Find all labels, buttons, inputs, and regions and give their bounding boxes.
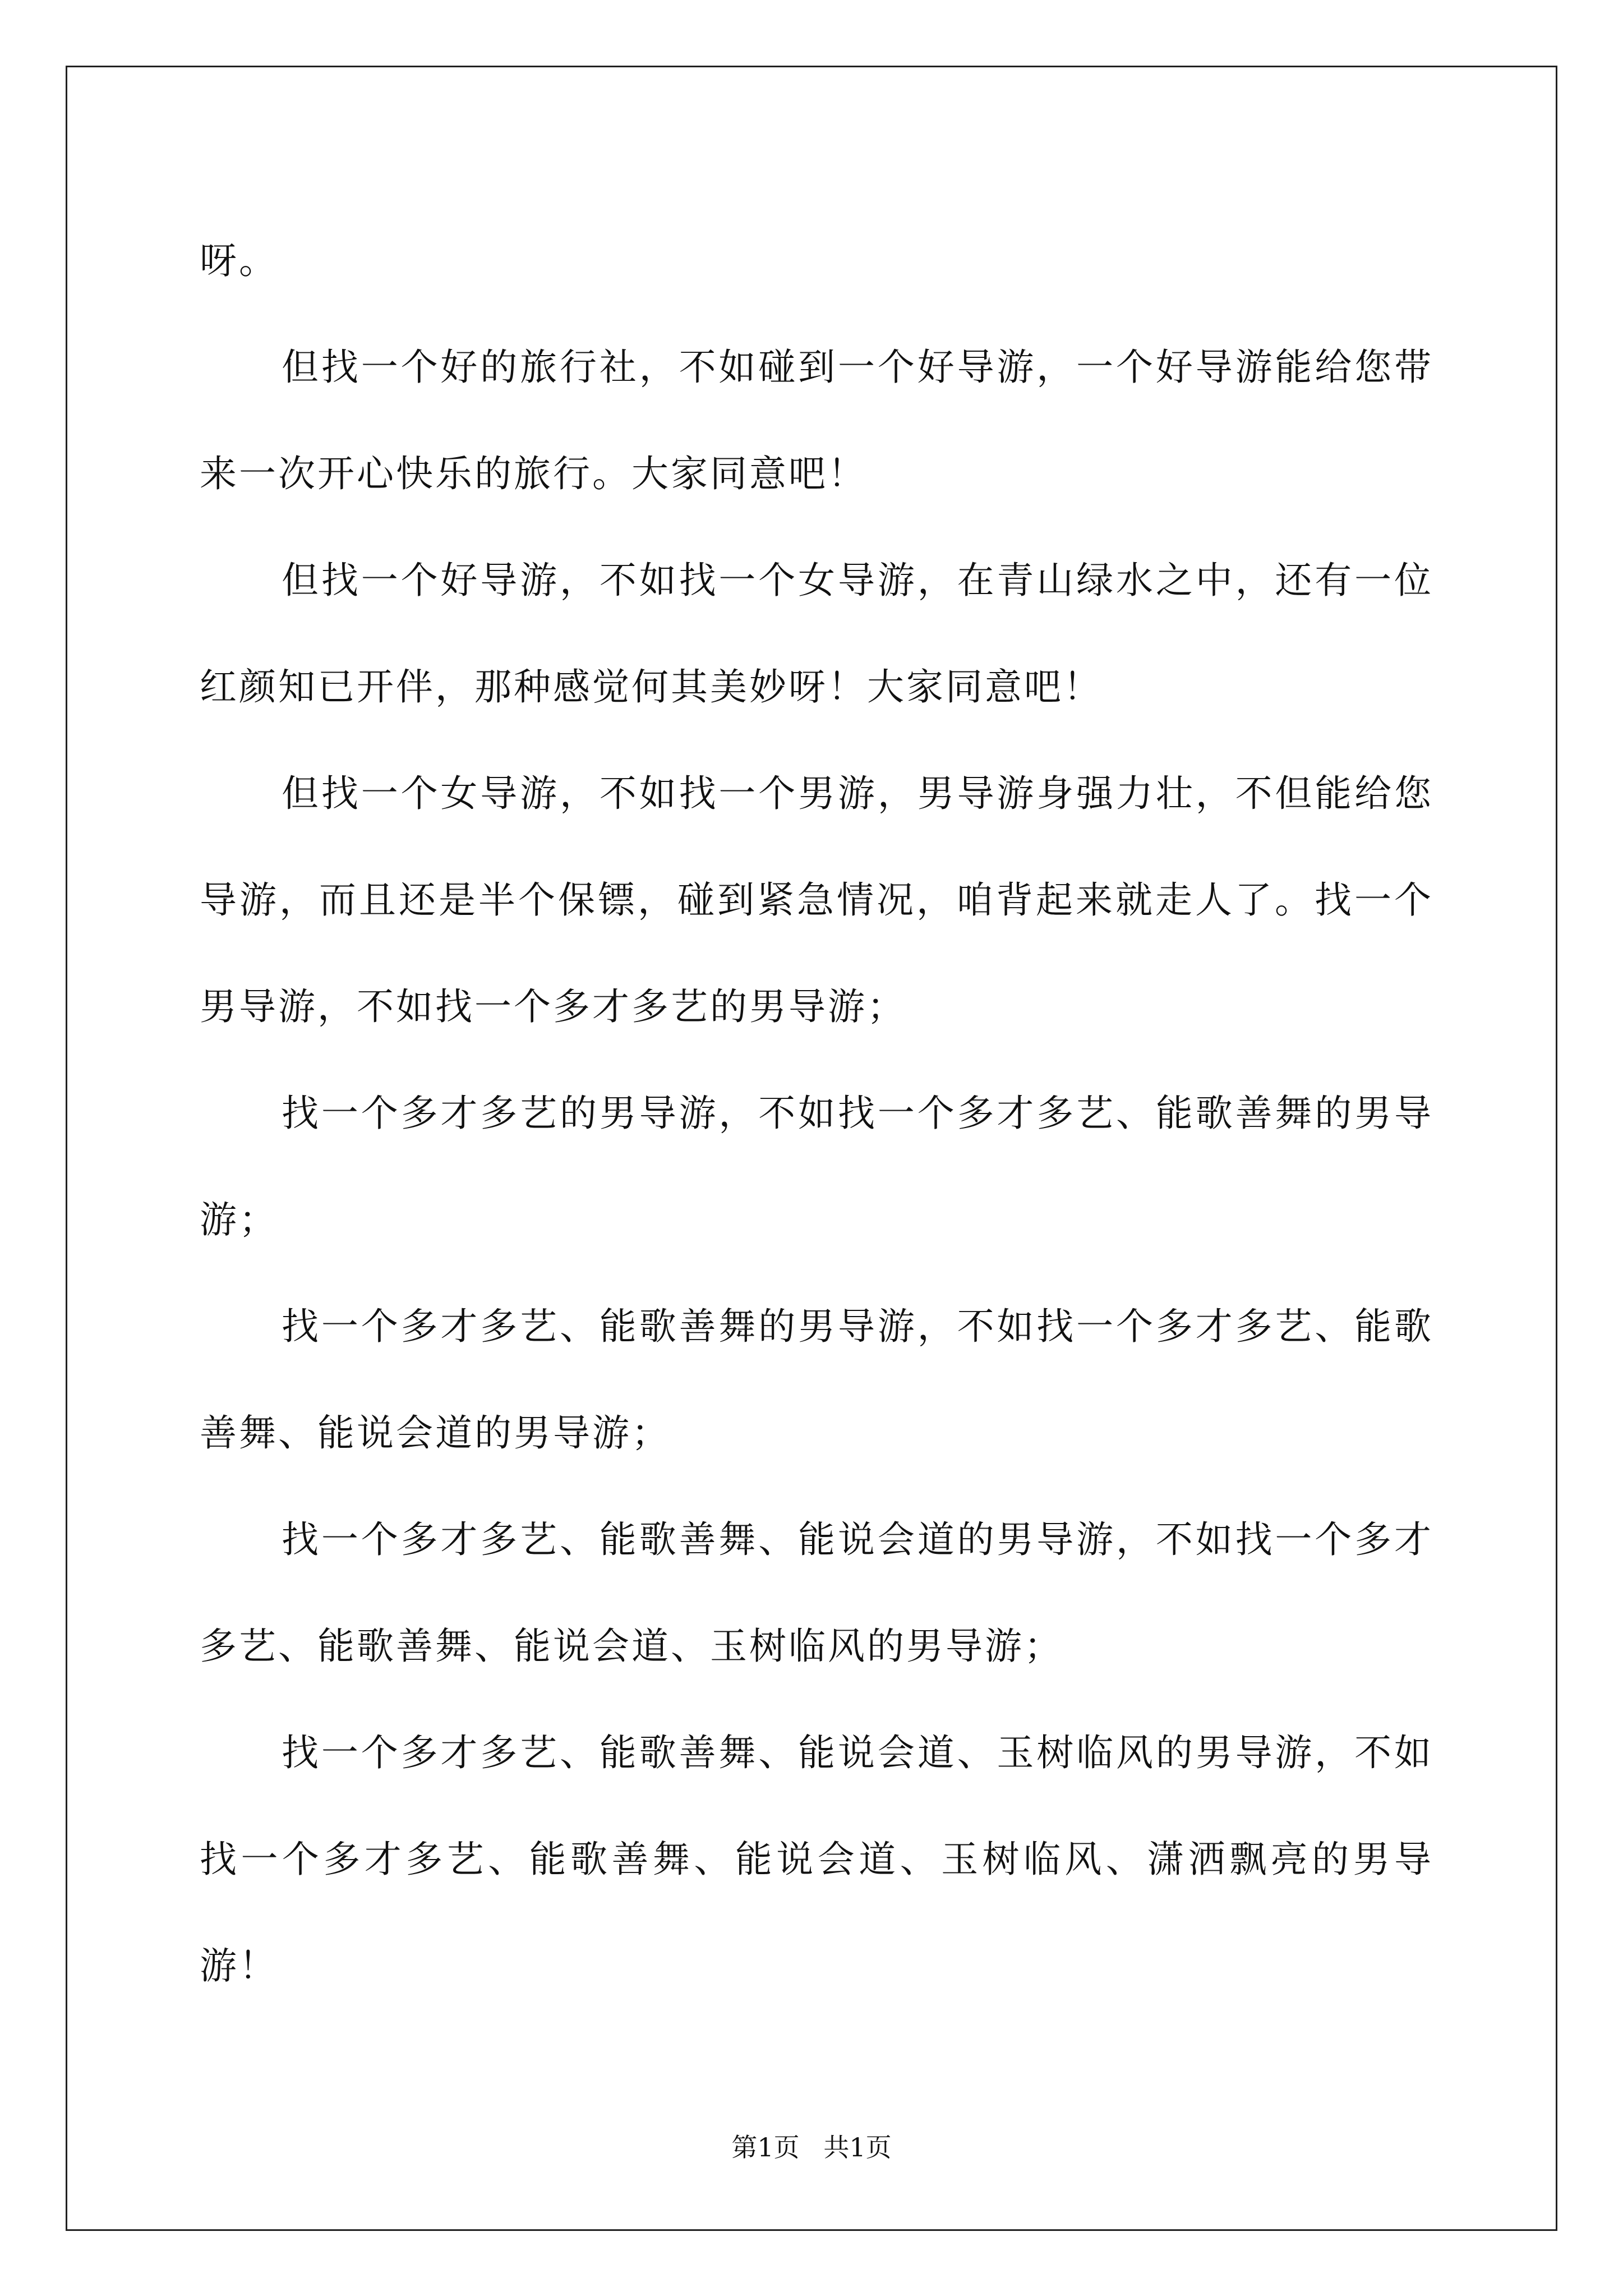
paragraph-1: 呀。 (200, 239, 278, 282)
paragraph-4: 但找一个女导游，不如找一个男游，男导游身强力壮，不但能给您导游，而且还是半个保镖，碰到紧急情况，咱背起来就走人了。找一个男导游，不如找一个多才多艺的男导游； (200, 772, 1433, 1028)
paragraph-2: 但找一个好的旅行社，不如碰到一个好导游，一个好导游能给您带来一次开心快乐的旅行。大家同意吧！ (200, 346, 1433, 495)
document-body (200, 210, 1433, 2019)
page-number: 第1页 (731, 2132, 800, 2162)
paragraph-3: 但找一个好导游，不如找一个女导游，在青山绿水之中，还有一位红颜知已开伴，那种感觉何其美妙呀！大家同意吧！ (200, 559, 1433, 708)
paragraph-5: 找一个多才多艺的男导游，不如找一个多才多艺、能歌善舞的男导游； (200, 1092, 1433, 1241)
paragraph-6: 找一个多才多艺、能歌善舞的男导游，不如找一个多才多艺、能歌善舞、能说会道的男导游； (200, 1305, 1433, 1455)
page-footer (0, 2131, 1623, 2164)
paragraph-7: 找一个多才多艺、能歌善舞、能说会道的男导游，不如找一个多才多艺、能歌善舞、能说会道、玉树临风的男导游； (200, 1518, 1433, 1668)
page-total: 共1页 (823, 2132, 892, 2162)
paragraph-8: 找一个多才多艺、能歌善舞、能说会道、玉树临风的男导游，不如找一个多才多艺、能歌善舞、能说会道、玉树临风、潇洒飘亮的男导游！ (200, 1731, 1433, 1987)
